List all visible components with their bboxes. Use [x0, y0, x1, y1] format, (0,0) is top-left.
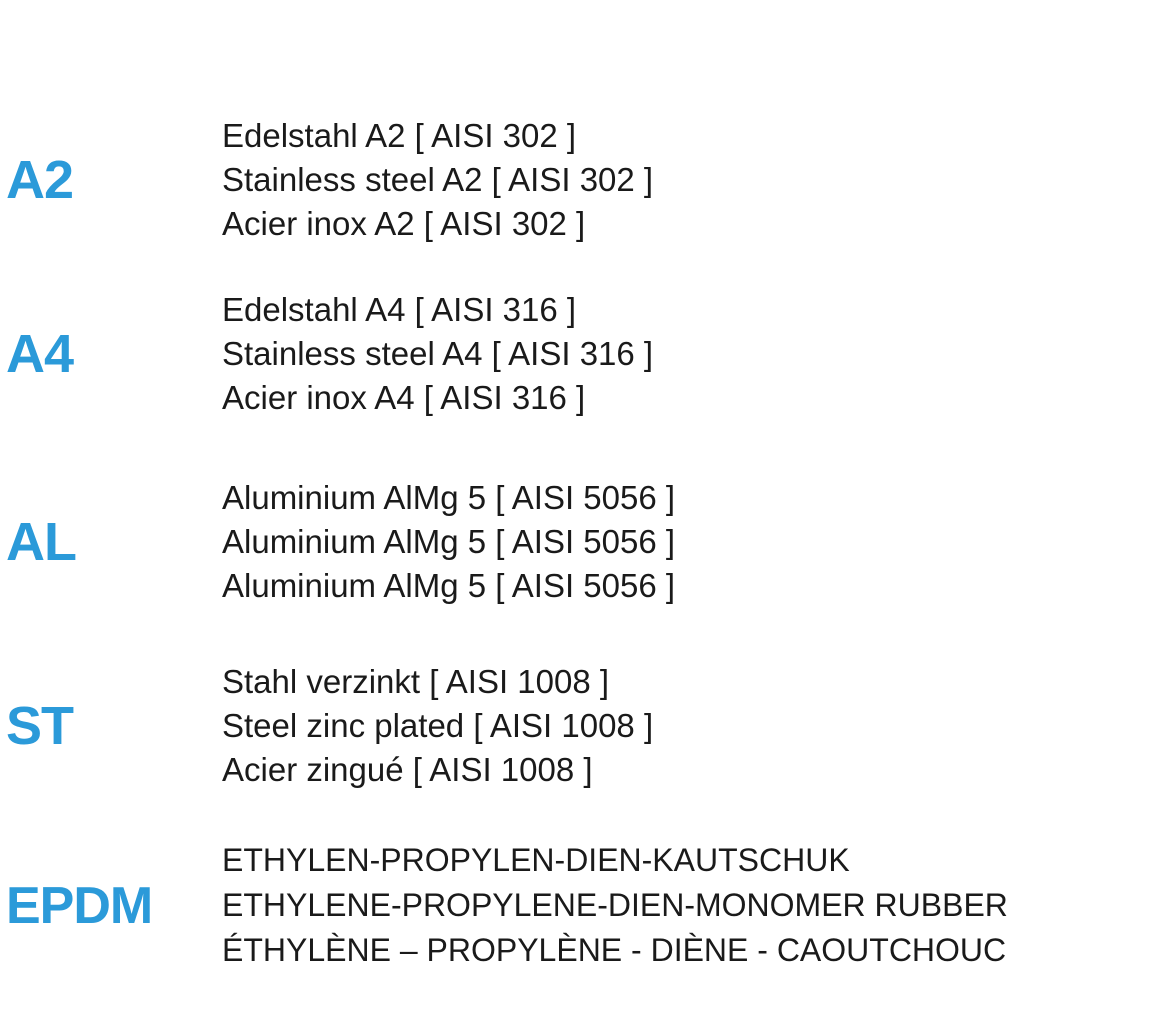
material-description [222, 660, 1160, 792]
material-code: A2 [6, 150, 74, 210]
material-code: ST [6, 696, 74, 756]
description-line-de: Edelstahl A2 [ AISI 302 ] [222, 117, 577, 154]
description-line-en: Stainless steel A4 [ AISI 316 ] [222, 335, 654, 372]
material-description [222, 476, 1160, 608]
description-line-fr: Aluminium AlMg 5 [ AISI 5056 ] [222, 567, 676, 604]
description-line-de: ETHYLEN-PROPYLEN-DIEN-KAUTSCHUK [222, 842, 850, 878]
material-description [222, 114, 1160, 246]
description-line-en: Steel zinc plated [ AISI 1008 ] [222, 707, 654, 744]
legend-row [0, 838, 1160, 973]
description-line-fr: Acier zingué [ AISI 1008 ] [222, 751, 593, 788]
description-line-de: Stahl verzinkt [ AISI 1008 ] [222, 663, 610, 700]
legend-row [0, 114, 1160, 246]
material-code: A4 [6, 324, 74, 384]
description-line-en: Aluminium AlMg 5 [ AISI 5056 ] [222, 523, 676, 560]
description-line-de: Edelstahl A4 [ AISI 316 ] [222, 291, 577, 328]
description-line-fr: Acier inox A4 [ AISI 316 ] [222, 379, 586, 416]
material-code: EPDM [6, 876, 153, 935]
legend-row [0, 660, 1160, 792]
description-line-fr: Acier inox A2 [ AISI 302 ] [222, 205, 586, 242]
legend-row [0, 476, 1160, 608]
description-line-en: ETHYLENE-PROPYLENE-DIEN-MONOMER RUBBER [222, 887, 1008, 923]
description-line-en: Stainless steel A2 [ AISI 302 ] [222, 161, 654, 198]
material-code: AL [6, 512, 76, 572]
legend-row [0, 288, 1160, 420]
material-description [222, 838, 1160, 973]
description-line-fr: ÉTHYLÈNE – PROPYLÈNE - DIÈNE - CAOUTCHOUC [222, 932, 1007, 968]
description-line-de: Aluminium AlMg 5 [ AISI 5056 ] [222, 479, 676, 516]
material-description [222, 288, 1160, 420]
